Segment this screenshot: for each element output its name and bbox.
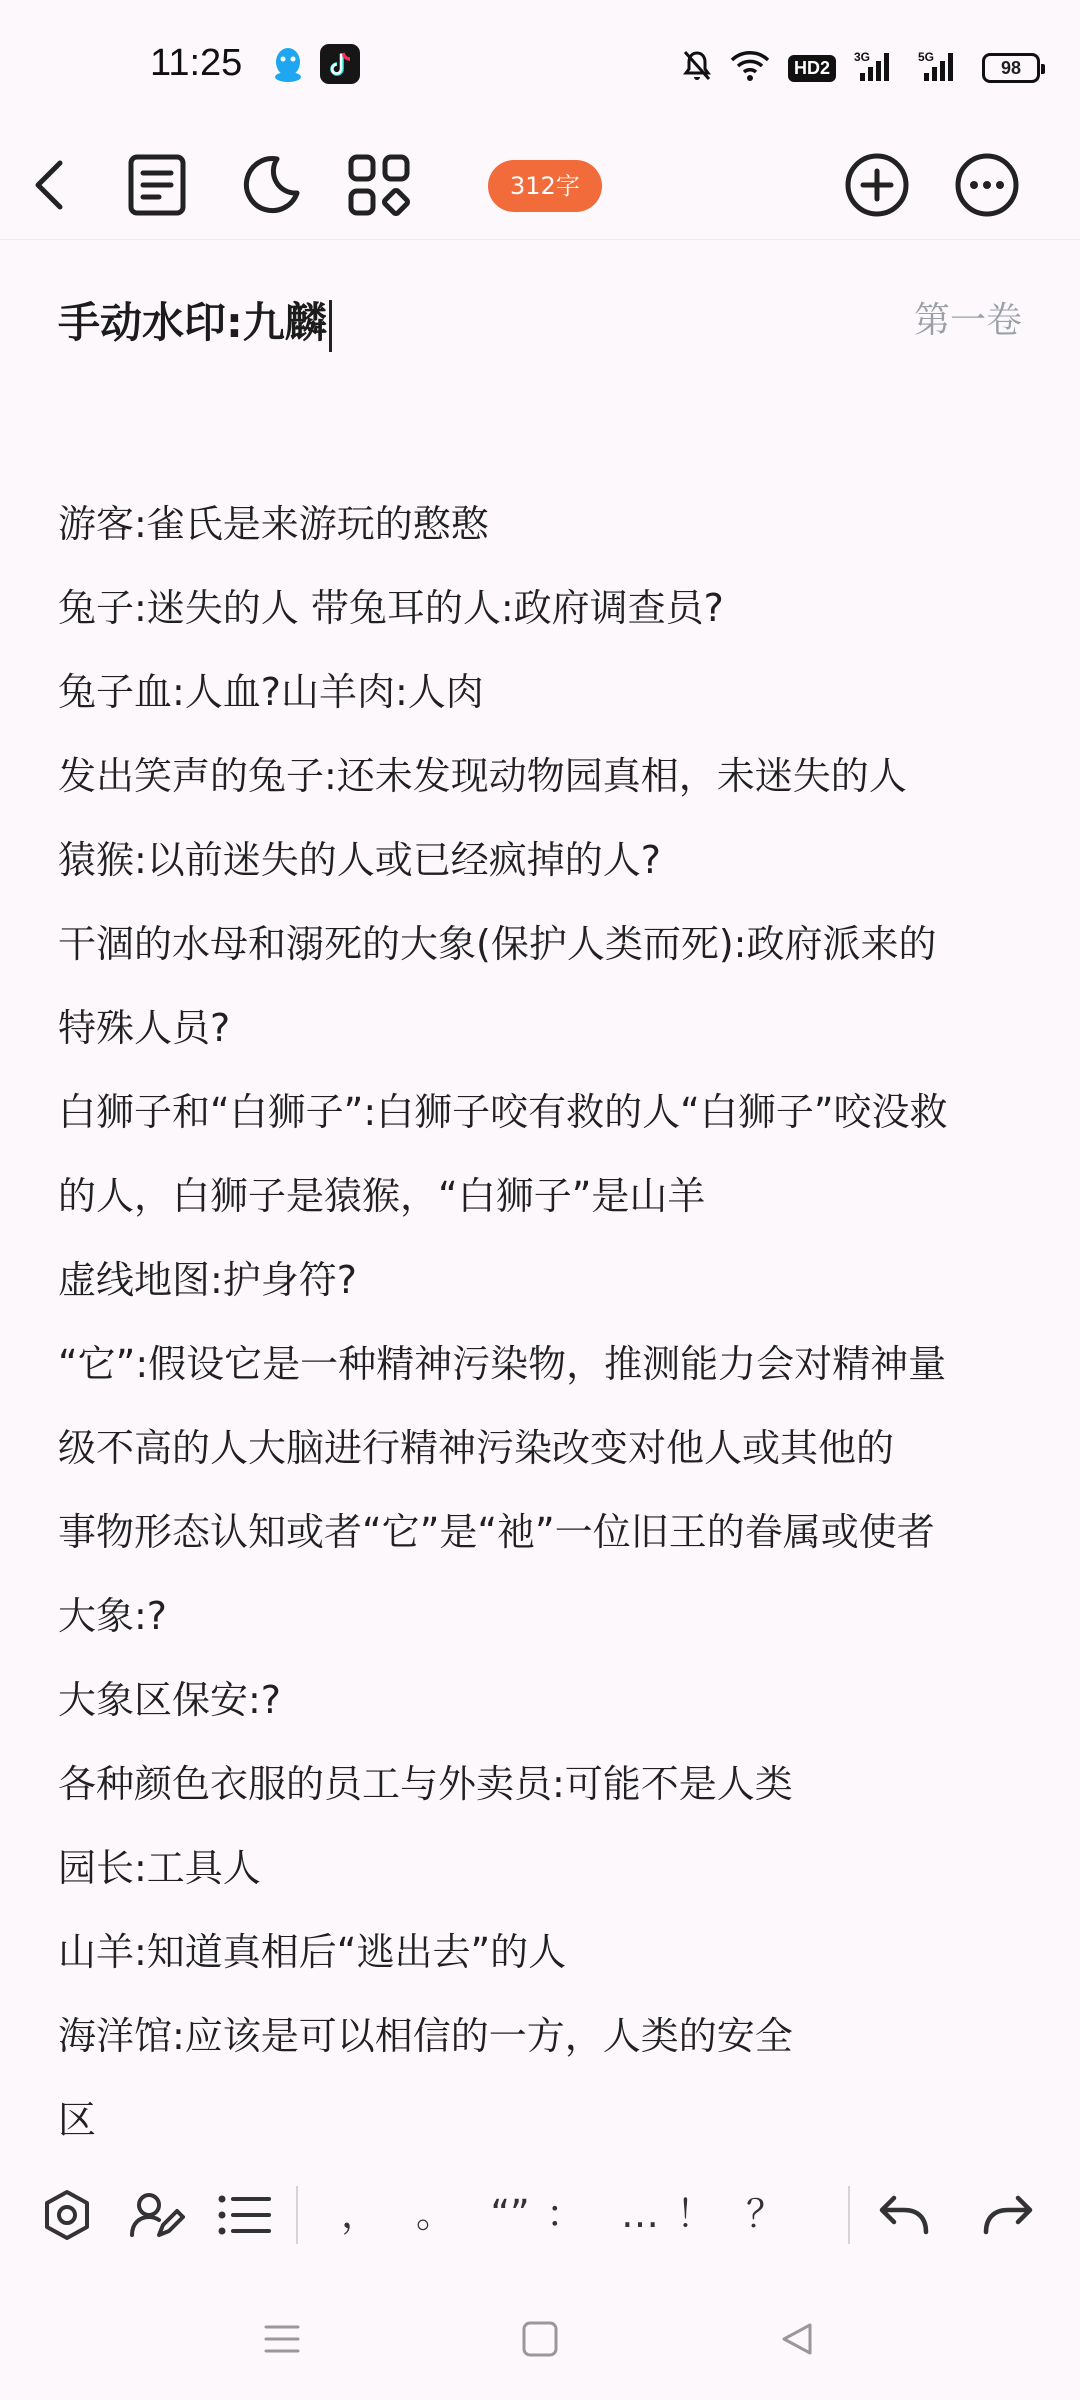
wifi-icon	[730, 50, 770, 86]
punct-comma-key[interactable]: ，	[340, 2192, 379, 2236]
battery-indicator: 98	[982, 53, 1040, 83]
recent-apps-button[interactable]	[247, 2304, 317, 2374]
text-line: 发出笑声的兔子:还未发现动物园真相，未迷失的人	[58, 754, 907, 798]
text-line: 大象:?	[58, 1594, 167, 1638]
chapter-body[interactable]	[58, 482, 1028, 2162]
home-square-icon	[520, 2319, 560, 2359]
outline-button[interactable]	[114, 142, 200, 228]
text-line: 山羊:知道真相后“逃出去”的人	[58, 1930, 567, 1974]
tiktok-notification-icon	[320, 44, 360, 84]
signal-5g-icon	[918, 49, 964, 87]
status-bar	[0, 0, 1080, 136]
text-line: 的人，白狮子是猿猴，“白狮子”是山羊	[58, 1174, 706, 1218]
divider	[848, 2186, 850, 2244]
back-button[interactable]	[6, 142, 92, 228]
list-button[interactable]	[210, 2180, 280, 2250]
text-line: 大象区保安:?	[58, 1678, 281, 1722]
redo-icon	[978, 2192, 1036, 2238]
text-line: 区	[58, 2098, 97, 2142]
punct-exclamation-key[interactable]: ！	[675, 2192, 714, 2236]
punct-question-key[interactable]: ？	[745, 2192, 784, 2236]
text-line: 各种颜色衣服的员工与外卖员:可能不是人类	[58, 1762, 793, 1806]
punctuation-toolbar	[0, 2150, 1080, 2280]
modules-button[interactable]	[336, 142, 422, 228]
text-cursor	[329, 300, 332, 352]
user-edit-icon	[129, 2189, 185, 2241]
hexagon-settings-icon	[41, 2189, 93, 2241]
chapter-title[interactable]	[58, 290, 332, 352]
text-line: 海洋馆:应该是可以相信的一方，人类的安全	[58, 2014, 793, 2058]
menu-icon	[262, 2321, 302, 2357]
volume-label[interactable]: 第一卷	[913, 300, 1022, 341]
editor-toolbar	[0, 130, 1080, 240]
punct-quotes-key[interactable]: “”	[490, 2192, 530, 2236]
hd-voice-badge: HD2	[788, 55, 836, 82]
more-button[interactable]	[944, 142, 1030, 228]
text-line: 园长:工具人	[58, 1846, 261, 1890]
list-icon	[217, 2191, 273, 2239]
text-line: 兔子血:人血?山羊肉:人肉	[58, 670, 484, 714]
moon-icon	[237, 153, 301, 217]
back-arrow-icon	[24, 155, 74, 215]
system-navigation-bar	[0, 2280, 1080, 2400]
text-line: 虚线地图:护身符?	[58, 1258, 357, 1302]
punct-colon-key[interactable]: ：	[545, 2192, 584, 2236]
punct-period-key[interactable]: 。	[415, 2192, 454, 2236]
status-icons	[682, 46, 1040, 90]
text-line: 猿猴:以前迷失的人或已经疯掉的人?	[58, 838, 661, 882]
svg-text:5G: 5G	[918, 50, 935, 64]
undo-icon	[876, 2192, 934, 2238]
text-line: 事物形态认知或者“它”是“祂”一位旧王的眷属或使者	[58, 1510, 935, 1554]
qq-notification-icon	[268, 44, 308, 84]
text-line: 级不高的人大脑进行精神污染改变对他人或其他的	[58, 1426, 895, 1470]
text-line: 特殊人员?	[58, 1006, 231, 1050]
add-button[interactable]	[834, 142, 920, 228]
chapter-title-text: 手动水印:九麟	[58, 298, 327, 347]
divider	[296, 2186, 298, 2244]
grid-icon	[347, 153, 411, 217]
text-line: 干涸的水母和溺死的大象(保护人类而死):政府派来的	[58, 922, 937, 966]
text-line: 游客:雀氏是来游玩的憨憨	[58, 502, 489, 546]
svg-text:3G: 3G	[854, 50, 871, 64]
redo-button[interactable]	[972, 2180, 1042, 2250]
text-line: “它”:假设它是一种精神污染物，推测能力会对精神量	[58, 1342, 947, 1386]
character-button[interactable]	[122, 2180, 192, 2250]
word-count-badge[interactable]: 312字	[488, 160, 602, 212]
text-line: 白狮子和“白狮子”:白狮子咬有救的人“白狮子”咬没救	[58, 1090, 948, 1134]
status-time: 11:25	[150, 42, 243, 84]
back-triangle-icon	[778, 2319, 818, 2359]
text-line: 兔子:迷失的人 带兔耳的人:政府调查员?	[58, 586, 724, 630]
night-mode-button[interactable]	[226, 142, 312, 228]
undo-button[interactable]	[870, 2180, 940, 2250]
signal-3g-icon	[854, 49, 900, 87]
settings-button[interactable]	[32, 2180, 102, 2250]
home-button[interactable]	[505, 2304, 575, 2374]
punct-ellipsis-key[interactable]: …	[621, 2192, 659, 2236]
plus-circle-icon	[843, 151, 911, 219]
mute-icon	[682, 49, 712, 87]
back-nav-button[interactable]	[763, 2304, 833, 2374]
editor-area[interactable]	[0, 242, 1080, 2150]
document-icon	[125, 153, 189, 217]
more-dots-icon	[953, 151, 1021, 219]
